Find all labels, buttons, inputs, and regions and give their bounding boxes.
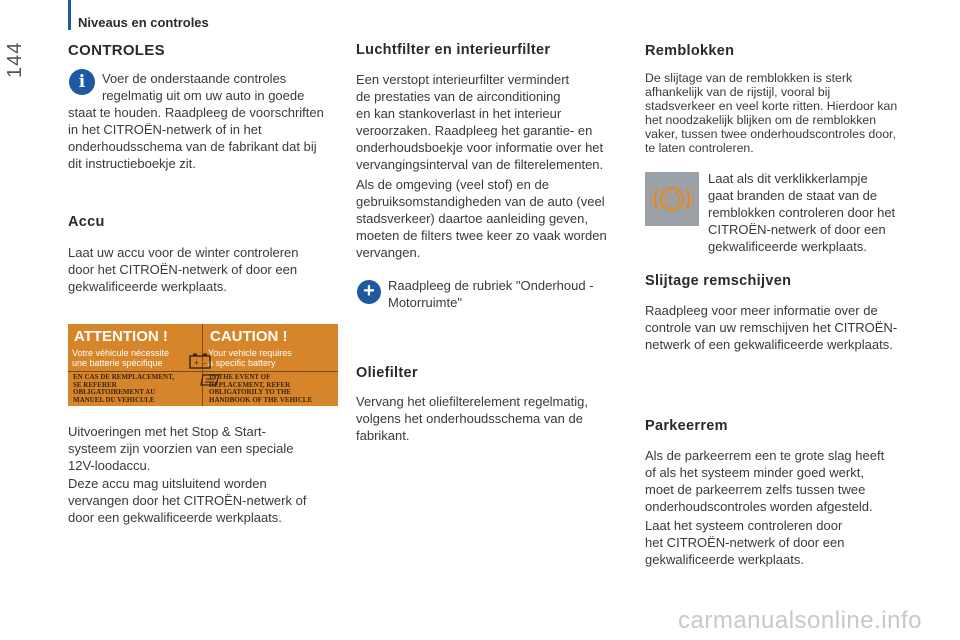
remschijven-text <box>645 302 935 353</box>
label-right-title: CAUTION ! <box>210 328 288 345</box>
text-line: Motorruimte" <box>388 295 462 310</box>
info-intro <box>102 70 342 104</box>
heading-accu: Accu <box>68 214 105 230</box>
label-right-sub <box>204 345 338 368</box>
text-line: het CITROËN-netwerk of door een <box>645 535 845 550</box>
luchtfilter-para-2 <box>356 176 631 261</box>
text-line: vervangen door het CITROËN-netwerk of <box>68 493 307 508</box>
section-title: Niveaus en controles <box>78 15 209 30</box>
text-line: Voer de onderstaande controles <box>102 71 287 86</box>
text-line: Als de parkeerrem een te grote slag heeft <box>645 448 885 463</box>
text-line: Laat als dit verklikkerlampje <box>708 171 868 186</box>
parkeerrem-text-2 <box>645 517 935 568</box>
plus-icon: + <box>357 280 381 304</box>
heading-controles: CONTROLES <box>68 42 165 59</box>
text-line: gekwalificeerde werkplaats. <box>645 552 804 567</box>
svg-text:–: – <box>203 359 207 367</box>
text-line: staat te houden. Raadpleeg de voorschriften <box>68 105 324 120</box>
warning-lamp-text <box>708 170 933 255</box>
text-line: Als de omgeving (veel stof) en de <box>356 177 549 192</box>
text-line: Raadpleeg de rubriek "Onderhoud - <box>388 278 594 293</box>
text-line: onderhoudsboekje voor informatie over het <box>356 140 604 155</box>
label-left-foot <box>68 374 203 404</box>
label-left-title: ATTENTION ! <box>74 328 168 345</box>
text-line: Een verstopt interieurfilter vermindert <box>356 72 570 87</box>
accu-text <box>68 244 348 295</box>
parkeerrem-text-1 <box>645 447 935 515</box>
info-body <box>68 104 348 172</box>
remblokken-text <box>645 71 925 155</box>
heading-remblokken: Remblokken <box>645 43 735 59</box>
text-line: Your vehicle requires <box>208 348 292 358</box>
label-left <box>68 324 202 406</box>
brake-warning-tile <box>645 172 699 226</box>
text-line: door het CITROËN-netwerk of door een <box>68 262 298 277</box>
text-line: netwerk of een gekwalificeerde werkplaats. <box>645 337 893 352</box>
section-marker-bar <box>68 0 71 30</box>
brake-warning-icon <box>645 172 699 226</box>
text-line: gekwalificeerde werkplaats. <box>68 279 227 294</box>
text-line: te laten controleren. <box>645 141 754 155</box>
text-line: dit instructieboekje zit. <box>68 156 196 171</box>
text-line: onderhoudscontroles worden afgesteld. <box>645 499 873 514</box>
oliefilter-text <box>356 393 631 444</box>
text-line: en kan stankoverlast in het interieur <box>356 106 562 121</box>
text-line: systeem zijn voorzien van een speciale <box>68 441 294 456</box>
text-line: Raadpleeg voor meer informatie over de <box>645 303 878 318</box>
luchtfilter-para-1 <box>356 71 631 173</box>
text-line: OBLIGATOIREMENT AU <box>73 388 156 396</box>
text-line: fabrikant. <box>356 428 410 443</box>
stop-start-text-2 <box>68 475 348 526</box>
label-left-sub <box>68 345 202 368</box>
text-line: Vervang het oliefilterelement regelmatig, <box>356 394 588 409</box>
svg-text:+: + <box>193 359 200 367</box>
text-line: vaker, tussen twee onderhoudscontroles door, <box>645 127 896 141</box>
text-line: De slijtage van de remblokken is sterk <box>645 71 853 85</box>
text-line: une batterie spécifique <box>72 358 163 368</box>
text-line: HANDBOOK OF THE VEHICLE <box>209 395 313 404</box>
label-right-foot <box>204 374 339 404</box>
watermark: carmanualsonline.info <box>678 607 922 634</box>
text-line: MANUEL DU VEHICULE <box>73 395 155 404</box>
heading-parkeerrem: Parkeerrem <box>645 418 728 434</box>
text-line: door een gekwalificeerde werkplaats. <box>68 510 282 525</box>
battery-warning-label <box>68 324 338 406</box>
text-line: Votre véhicule nécessite <box>72 348 170 358</box>
text-line: gebruiksomstandigheden van de auto (veel <box>356 194 605 209</box>
text-line: in het CITROËN-netwerk of in het <box>68 122 262 137</box>
text-line: CITROËN-netwerk of door een <box>708 222 886 237</box>
text-line: EN CAS DE REMPLACEMENT, <box>73 373 174 381</box>
text-line: 12V-loodaccu. <box>68 458 151 473</box>
text-line: Deze accu mag uitsluitend worden <box>68 476 267 491</box>
text-line: het noodzakelijk blijken om de remblokken <box>645 113 877 127</box>
text-line: Uitvoeringen met het Stop & Start- <box>68 424 266 439</box>
text-line: volgens het onderhoudsschema van de <box>356 411 583 426</box>
page-number: 144 <box>4 41 26 78</box>
heading-slijtage-remschijven: Slijtage remschijven <box>645 273 792 289</box>
text-line: stadsverkeer en veel korte ritten. Hierdoor kan <box>645 99 898 113</box>
text-line: vervangingsinterval van de filterelementen. <box>356 157 604 172</box>
label-right <box>204 324 338 406</box>
text-line: REPLACEMENT, REFER <box>209 380 291 389</box>
text-line: moet de parkeerrem zelfs tussen twee <box>645 482 866 497</box>
text-line: OBLIGATORILY TO THE <box>209 388 292 396</box>
text-line: IN THE EVENT OF <box>209 373 271 381</box>
text-line: veroorzaken. Raadpleeg het garantie- en <box>356 123 593 138</box>
text-line: controle van uw remschijven het CITROËN- <box>645 320 898 335</box>
manual-icon <box>200 373 222 387</box>
text-line: Laat het systeem controleren door <box>645 518 843 533</box>
text-line: regelmatig uit om uw auto in goede <box>102 88 305 103</box>
text-line: of als het systeem minder goed werkt, <box>645 465 864 480</box>
text-line: moeten de filters twee keer zo vaak worden <box>356 228 607 243</box>
text-line: SE REFERER <box>73 380 117 389</box>
text-line: gaat branden de staat van de <box>708 188 878 203</box>
text-line: gekwalificeerde werkplaats. <box>708 239 867 254</box>
heading-oliefilter: Oliefilter <box>356 365 418 381</box>
text-line: stadsverkeer) daartoe aanleiding geven, <box>356 211 588 226</box>
text-line: afhankelijk van de rijstijl, vooral bij <box>645 85 831 99</box>
text-line: Laat uw accu voor de winter controleren <box>68 245 299 260</box>
text-line: a specific battery <box>208 358 276 368</box>
text-line: vervangen. <box>356 245 421 260</box>
stop-start-text-1 <box>68 423 348 474</box>
text-line: de prestaties van de airconditioning <box>356 89 561 104</box>
heading-luchtfilter: Luchtfilter en interieurfilter <box>356 42 551 58</box>
battery-icon <box>188 352 218 370</box>
cross-reference <box>388 277 628 311</box>
info-icon: i <box>69 69 95 95</box>
text-line: onderhoudsschema van de fabrikant dat bij <box>68 139 317 154</box>
text-line: remblokken controleren door het <box>708 205 896 220</box>
